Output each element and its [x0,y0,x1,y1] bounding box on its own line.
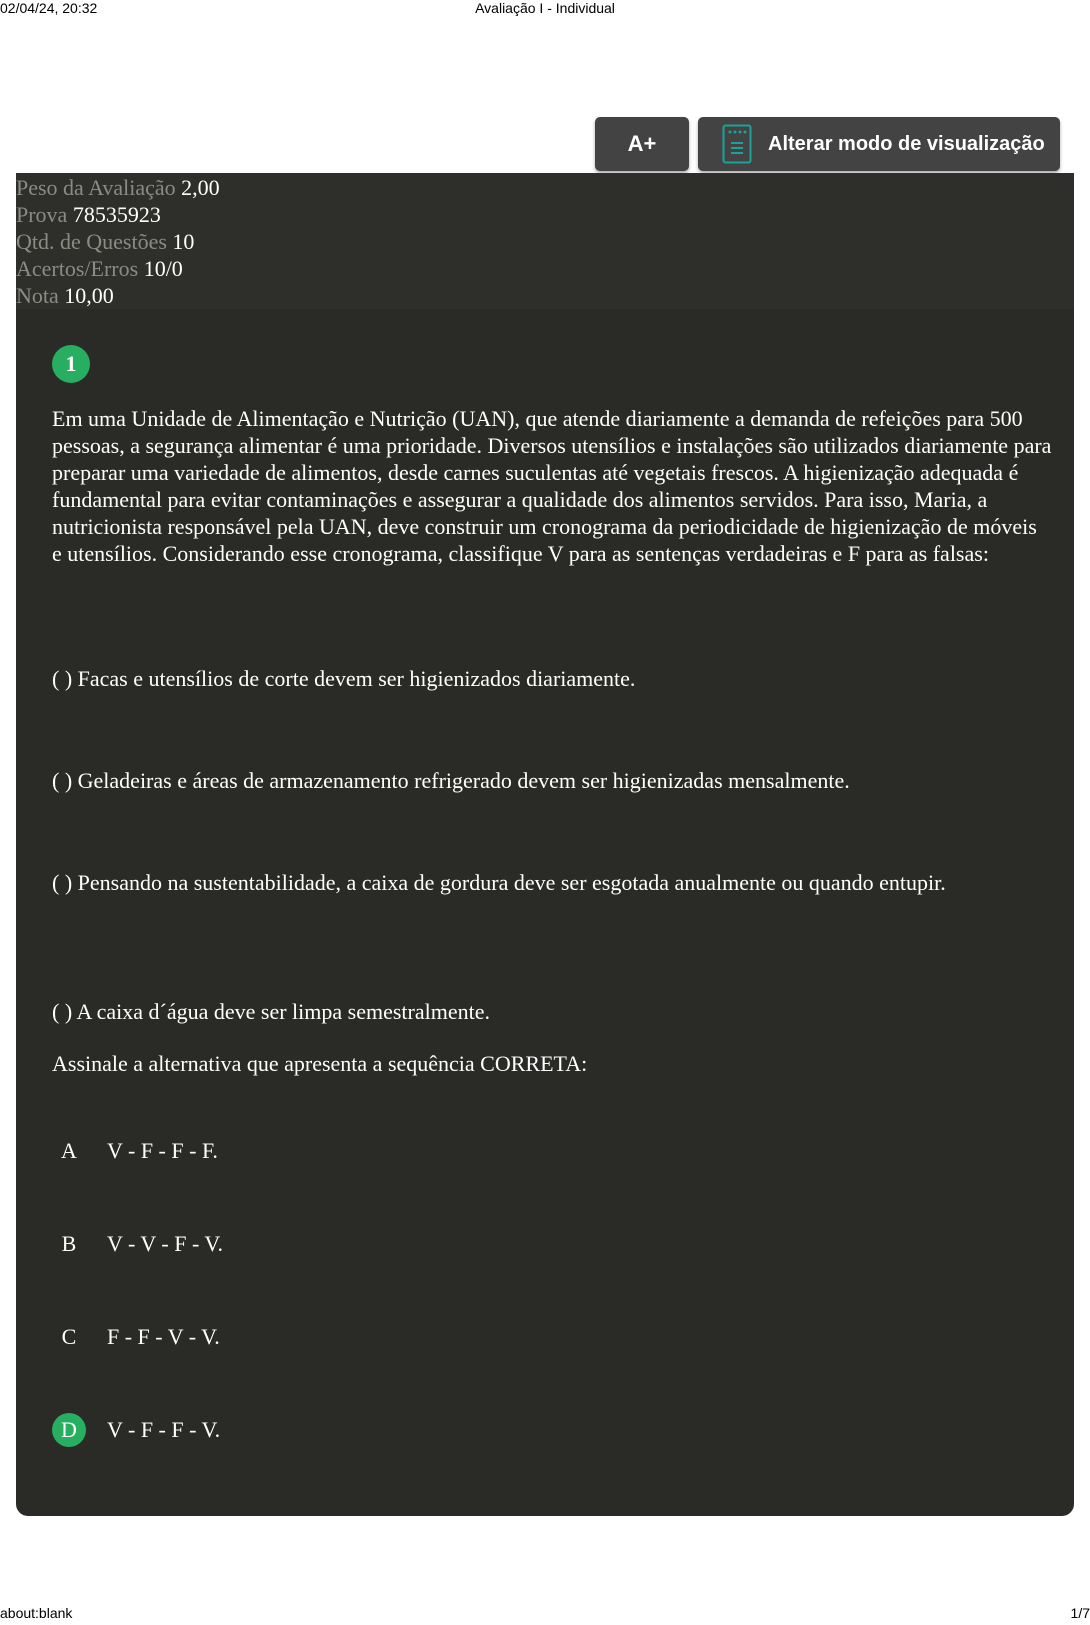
alternative-c[interactable] [52,1320,220,1354]
alternative-b[interactable] [52,1227,223,1261]
print-datetime: 02/04/24, 20:32 [0,0,98,16]
font-size-label: A+ [627,131,657,156]
alternative-letter: C [61,1324,77,1349]
alternative-letter: A [61,1138,77,1163]
question-card [16,309,1074,1516]
alternative-letter: B [61,1231,77,1256]
question-number-badge: 1 [52,345,90,383]
info-grade: Nota 10,00 [16,283,114,308]
info-question-count: Qtd. de Questões 10 [16,229,195,254]
info-weight: Peso da Avaliação 2,00 [16,175,220,200]
question-statement: Em uma Unidade de Alimentação e Nutrição (UAN), que atende diariamente a demanda de refeições para 500 pessoas, a segurança alimentar é uma prioridade. Diversos utensílios e instalações são utilizados diariamente para preparar uma variedade de alimentos, desde carnes suculentas até vegetais frescos. A higienização adequada é fundamental para evitar contaminações e assegurar a qualidade dos alimentos servidos. Para isso, Maria, a nutricionista responsável pela UAN, deve construir um cronograma da periodicidade de higienização de móveis e utensílios. Considerando esse cronograma, classifique V para as sentenças verdadeiras e F para as falsas: [52,406,1052,566]
alternative-text: V - F - F - V. [107,1417,221,1442]
sentence-3: ( ) Pensando na sustentabilidade, a caixa de gordura deve ser esgotada anualmente ou quando entupir. [52,870,946,895]
alternative-text: V - V - F - V. [107,1231,223,1256]
sentence-1: ( ) Facas e utensílios de corte devem ser higienizados diariamente. [52,666,636,691]
view-mode-button[interactable] [698,117,1060,171]
view-mode-label: Alterar modo de visualização [768,132,1045,155]
alternative-d-selected[interactable] [52,1413,220,1447]
exam-info-panel [16,173,1074,309]
print-url: about:blank [0,1605,73,1621]
selected-alternative-badge: D [52,1413,86,1447]
sentence-2: ( ) Geladeiras e áreas de armazenamento refrigerado devem ser higienizadas mensalmente. [52,768,850,793]
alternative-text: V - F - F - F. [107,1138,218,1163]
sentence-4: ( ) A caixa d´água deve ser limpa semestralmente. [52,999,490,1024]
print-page-number: 1/7 [1070,1605,1090,1621]
alternative-a[interactable] [52,1134,218,1168]
question-prompt: Assinale a alternativa que apresenta a sequência CORRETA: [52,1051,588,1076]
print-title: Avaliação I - Individual [475,0,615,16]
document-icon [722,124,752,164]
font-size-button[interactable] [595,117,689,171]
info-hits-errors: Acertos/Erros 10/0 [16,256,183,281]
info-exam: Prova 78535923 [16,202,161,227]
alternative-text: F - F - V - V. [107,1324,220,1349]
